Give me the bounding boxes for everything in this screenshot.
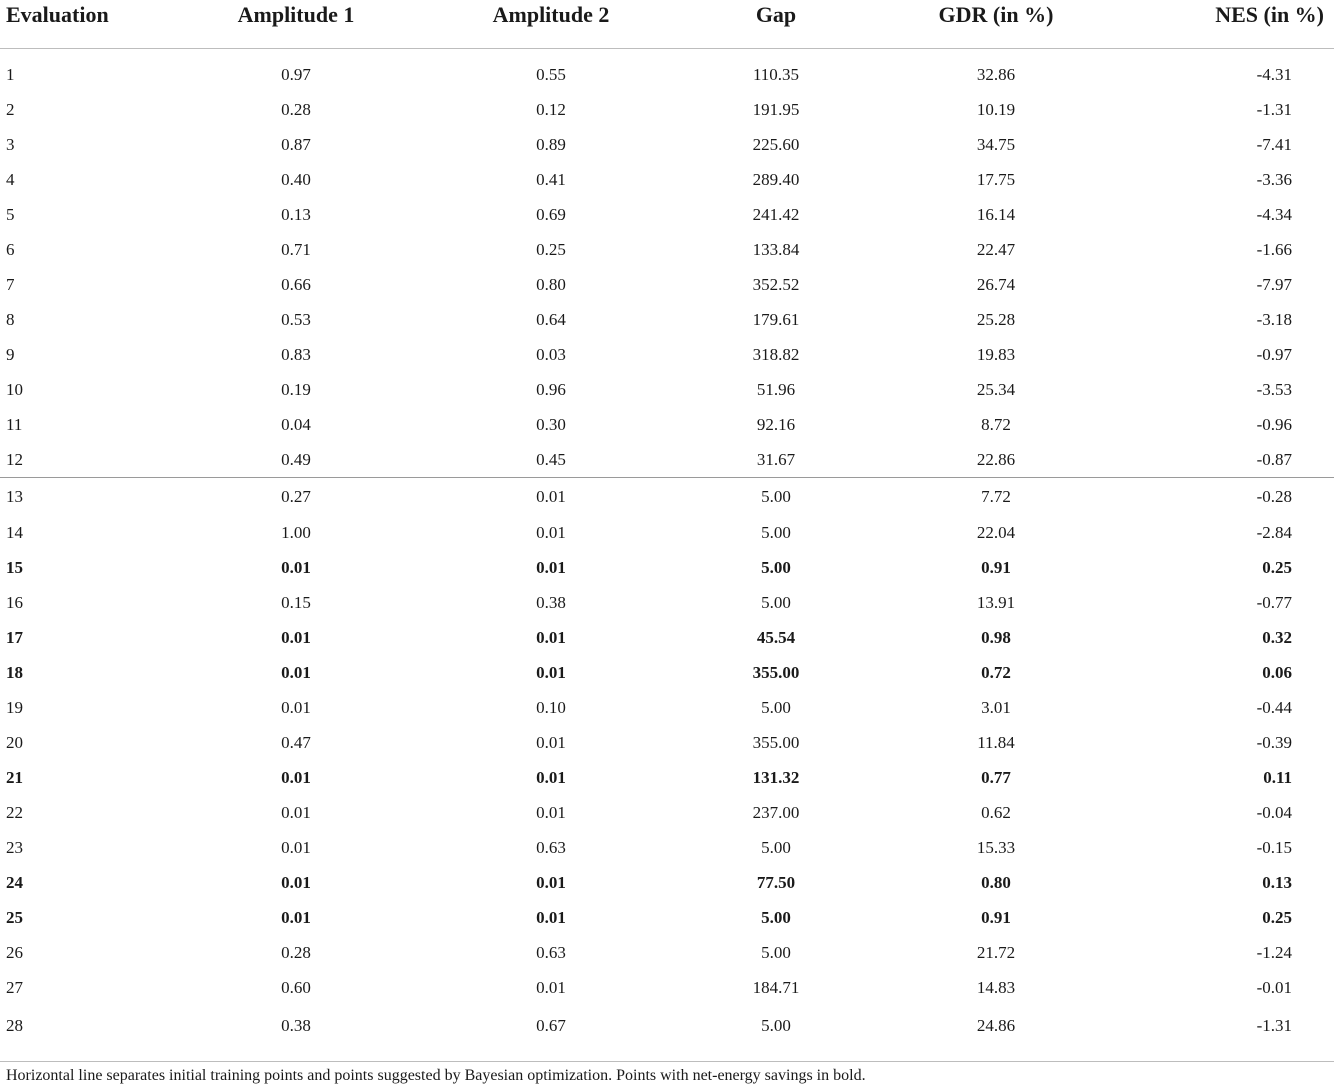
cell-evaluation: 13: [6, 487, 23, 506]
cell-evaluation: 7: [6, 275, 15, 294]
column-header-nes: NES (in %): [1215, 2, 1324, 27]
cell-evaluation: 25: [6, 908, 23, 927]
table-row: [0, 337, 1334, 372]
cell-nes: -0.87: [1116, 442, 1334, 478]
cell-amplitude-2: 0.25: [536, 240, 566, 259]
cell-nes: -0.04: [1256, 803, 1292, 822]
cell-gdr: 10.19: [976, 100, 1016, 119]
cell-evaluation: 19: [6, 698, 23, 717]
table-row: [0, 515, 1334, 550]
cell-amplitude-1: 0.66: [281, 275, 311, 294]
cell-gap: 179.61: [752, 310, 800, 329]
cell-nes: -7.41: [1256, 135, 1292, 154]
cell-gdr: 22.86: [876, 442, 1116, 478]
table-row: [0, 92, 1334, 127]
cell-evaluation: 9: [6, 345, 15, 364]
cell-amplitude-2: 0.63: [536, 838, 566, 857]
table-row: [0, 372, 1334, 407]
cell-gdr: 13.91: [976, 593, 1016, 612]
cell-evaluation: 21: [6, 768, 23, 787]
cell-evaluation: 23: [6, 838, 23, 857]
cell-evaluation: 27: [6, 978, 23, 997]
cell-evaluation: 28: [0, 1005, 166, 1062]
cell-amplitude-2: 0.96: [536, 380, 566, 399]
cell-amplitude-1: 0.27: [281, 487, 311, 506]
cell-nes: 0.13: [1262, 873, 1292, 892]
table-row: [0, 127, 1334, 162]
cell-evaluation: 18: [6, 663, 23, 682]
cell-amplitude-2: 0.45: [426, 442, 676, 478]
cell-amplitude-2: 0.30: [536, 415, 566, 434]
cell-evaluation: 16: [6, 593, 23, 612]
cell-gdr: 17.75: [976, 170, 1016, 189]
table-row: [0, 830, 1334, 865]
cell-amplitude-1: 1.00: [281, 523, 311, 542]
cell-gdr: 0.91: [981, 908, 1011, 927]
cell-gdr: 0.91: [981, 558, 1011, 577]
cell-nes: -4.34: [1256, 205, 1292, 224]
cell-gap: 5.00: [761, 523, 791, 542]
cell-gap: 355.00: [752, 663, 800, 682]
cell-amplitude-1: 0.01: [281, 558, 311, 577]
table-row: [0, 900, 1334, 935]
column-header-gdr: GDR (in %): [938, 2, 1054, 27]
cell-amplitude-2: 0.10: [536, 698, 566, 717]
cell-amplitude-1: 0.71: [281, 240, 311, 259]
cell-amplitude-2: 0.12: [536, 100, 566, 119]
cell-amplitude-1: 0.01: [281, 628, 311, 647]
table-row: [0, 865, 1334, 900]
table-row: [0, 232, 1334, 267]
cell-gdr: 0.77: [981, 768, 1011, 787]
cell-nes: -3.18: [1256, 310, 1292, 329]
cell-amplitude-2: 0.69: [536, 205, 566, 224]
cell-gap: 5.00: [761, 487, 791, 506]
cell-evaluation: 26: [6, 943, 23, 962]
cell-amplitude-2: 0.03: [536, 345, 566, 364]
cell-gdr: 25.34: [976, 380, 1016, 399]
cell-amplitude-1: 0.13: [281, 205, 311, 224]
cell-gap: 5.00: [761, 593, 791, 612]
table-row: [0, 690, 1334, 725]
table-row: [0, 49, 1334, 93]
cell-amplitude-2: 0.01: [536, 663, 566, 682]
cell-amplitude-2: 0.38: [536, 593, 566, 612]
table-row: [0, 302, 1334, 337]
cell-gdr: 0.98: [981, 628, 1011, 647]
cell-gap: 31.67: [676, 442, 876, 478]
cell-amplitude-1: 0.49: [166, 442, 426, 478]
cell-evaluation: 17: [6, 628, 23, 647]
table-row: [0, 935, 1334, 970]
cell-gdr: 34.75: [976, 135, 1016, 154]
cell-gap: 5.00: [761, 558, 791, 577]
cell-gap: 241.42: [752, 205, 800, 224]
cell-evaluation: 3: [6, 135, 15, 154]
cell-evaluation: 1: [6, 65, 15, 84]
cell-amplitude-1: 0.15: [281, 593, 311, 612]
cell-gdr: 0.72: [981, 663, 1011, 682]
cell-gap: 5.00: [761, 908, 791, 927]
cell-amplitude-1: 0.53: [281, 310, 311, 329]
cell-gap: 289.40: [752, 170, 800, 189]
cell-gap: 5.00: [761, 943, 791, 962]
cell-evaluation: 5: [6, 205, 15, 224]
table-header: [0, 0, 1334, 49]
cell-nes: -7.97: [1256, 275, 1292, 294]
cell-gap: 133.84: [752, 240, 800, 259]
cell-gap: 45.54: [756, 628, 796, 647]
cell-amplitude-1: 0.38: [166, 1005, 426, 1062]
cell-amplitude-1: 0.97: [281, 65, 311, 84]
cell-nes: -2.84: [1256, 523, 1292, 542]
table-row: [0, 267, 1334, 302]
table-row: [0, 620, 1334, 655]
cell-amplitude-1: 0.28: [281, 943, 311, 962]
cell-nes: -3.53: [1256, 380, 1292, 399]
cell-amplitude-2: 0.01: [536, 803, 566, 822]
cell-evaluation: 2: [6, 100, 15, 119]
cell-nes: 0.25: [1262, 558, 1292, 577]
cell-gdr: 25.28: [976, 310, 1016, 329]
column-header-amplitude-2: Amplitude 2: [492, 2, 610, 27]
cell-amplitude-2: 0.01: [536, 908, 566, 927]
cell-amplitude-2: 0.01: [536, 768, 566, 787]
cell-amplitude-1: 0.01: [281, 698, 311, 717]
cell-gdr: 0.80: [981, 873, 1011, 892]
cell-amplitude-1: 0.19: [281, 380, 311, 399]
cell-nes: -4.31: [1256, 65, 1292, 84]
cell-amplitude-1: 0.40: [281, 170, 311, 189]
cell-evaluation: 12: [0, 442, 166, 478]
table-row: [0, 1005, 1334, 1062]
cell-amplitude-1: 0.01: [281, 908, 311, 927]
cell-gap: 352.52: [752, 275, 800, 294]
cell-nes: 0.32: [1262, 628, 1292, 647]
cell-nes: -0.44: [1256, 698, 1292, 717]
cell-nes: -1.24: [1256, 943, 1292, 962]
cell-gap: 318.82: [752, 345, 800, 364]
table-row: [0, 442, 1334, 478]
cell-amplitude-2: 0.55: [536, 65, 566, 84]
cell-gap: 92.16: [756, 415, 796, 434]
cell-evaluation: 10: [6, 380, 23, 399]
table-row: [0, 655, 1334, 690]
cell-gdr: 11.84: [977, 733, 1015, 752]
cell-evaluation: 22: [6, 803, 23, 822]
cell-gdr: 8.72: [981, 415, 1011, 434]
cell-nes: -1.31: [1116, 1005, 1334, 1062]
cell-amplitude-2: 0.01: [536, 873, 566, 892]
cell-amplitude-1: 0.01: [281, 768, 311, 787]
cell-evaluation: 6: [6, 240, 15, 259]
cell-gap: 77.50: [756, 873, 796, 892]
cell-nes: -0.97: [1256, 345, 1292, 364]
column-header-gap: Gap: [755, 2, 797, 27]
cell-amplitude-2: 0.80: [536, 275, 566, 294]
table-row: [0, 162, 1334, 197]
cell-gdr: 22.04: [976, 523, 1016, 542]
cell-evaluation: 15: [6, 558, 23, 577]
cell-gdr: 32.86: [976, 65, 1016, 84]
cell-nes: -0.39: [1256, 733, 1292, 752]
cell-gap: 355.00: [752, 733, 800, 752]
cell-gdr: 24.86: [876, 1005, 1116, 1062]
cell-amplitude-1: 0.01: [281, 838, 311, 857]
cell-gap: 184.71: [752, 978, 800, 997]
cell-amplitude-1: 0.83: [281, 345, 311, 364]
table-footnote: Horizontal line separates initial training points and points suggested by Bayesian optimization. Points with net-energy savings in bold.: [6, 1067, 866, 1084]
table-row: [0, 585, 1334, 620]
cell-nes: -1.31: [1256, 100, 1292, 119]
cell-amplitude-1: 0.04: [281, 415, 311, 434]
cell-gap: 5.00: [676, 1005, 876, 1062]
cell-gap: 225.60: [752, 135, 800, 154]
cell-gdr: 19.83: [976, 345, 1016, 364]
cell-gap: 131.32: [752, 768, 800, 787]
cell-gdr: 26.74: [976, 275, 1016, 294]
cell-amplitude-2: 0.67: [426, 1005, 676, 1062]
cell-amplitude-2: 0.01: [536, 628, 566, 647]
cell-amplitude-2: 0.01: [536, 558, 566, 577]
cell-gdr: 21.72: [976, 943, 1016, 962]
cell-amplitude-2: 0.89: [536, 135, 566, 154]
cell-nes: -0.28: [1256, 487, 1292, 506]
column-header-amplitude-1: Amplitude 1: [237, 2, 355, 27]
cell-amplitude-1: 0.01: [281, 873, 311, 892]
cell-amplitude-2: 0.63: [536, 943, 566, 962]
cell-evaluation: 11: [6, 415, 23, 434]
cell-nes: 0.11: [1263, 768, 1292, 787]
cell-gdr: 22.47: [976, 240, 1016, 259]
cell-gdr: 14.83: [976, 978, 1016, 997]
cell-amplitude-2: 0.01: [536, 978, 566, 997]
cell-amplitude-1: 0.87: [281, 135, 311, 154]
cell-nes: -1.66: [1256, 240, 1292, 259]
cell-gap: 237.00: [752, 803, 800, 822]
table-body: [0, 49, 1334, 1062]
cell-evaluation: 20: [6, 733, 23, 752]
table-row: [0, 197, 1334, 232]
table-row: [0, 725, 1334, 760]
cell-nes: -0.15: [1256, 838, 1292, 857]
table-row: [0, 407, 1334, 442]
cell-nes: 0.06: [1262, 663, 1292, 682]
cell-amplitude-1: 0.47: [281, 733, 311, 752]
cell-amplitude-2: 0.01: [536, 487, 566, 506]
cell-amplitude-2: 0.01: [536, 733, 566, 752]
cell-nes: 0.25: [1262, 908, 1292, 927]
cell-gdr: 3.01: [981, 698, 1011, 717]
cell-gdr: 7.72: [981, 487, 1011, 506]
cell-gdr: 0.62: [981, 803, 1011, 822]
cell-gap: 5.00: [761, 838, 791, 857]
cell-amplitude-1: 0.01: [281, 663, 311, 682]
table-row: [0, 550, 1334, 585]
cell-gap: 51.96: [756, 380, 796, 399]
cell-amplitude-2: 0.41: [536, 170, 566, 189]
table-row: [0, 970, 1334, 1005]
cell-gap: 110.35: [752, 65, 800, 84]
cell-evaluation: 14: [6, 523, 23, 542]
cell-nes: -0.77: [1256, 593, 1292, 612]
table-row: [0, 795, 1334, 830]
cell-gdr: 16.14: [976, 205, 1016, 224]
cell-evaluation: 24: [6, 873, 23, 892]
table-row: [0, 760, 1334, 795]
cell-nes: -0.96: [1256, 415, 1292, 434]
cell-amplitude-2: 0.64: [536, 310, 566, 329]
cell-nes: -3.36: [1256, 170, 1292, 189]
header-row: [0, 0, 1334, 49]
cell-amplitude-1: 0.28: [281, 100, 311, 119]
cell-evaluation: 8: [6, 310, 15, 329]
cell-amplitude-1: 0.01: [281, 803, 311, 822]
cell-gdr: 15.33: [976, 838, 1016, 857]
cell-gap: 5.00: [761, 698, 791, 717]
cell-amplitude-1: 0.60: [281, 978, 311, 997]
cell-nes: -0.01: [1256, 978, 1292, 997]
cell-amplitude-2: 0.01: [536, 523, 566, 542]
column-header-evaluation: Evaluation: [6, 2, 109, 27]
table-row: [0, 478, 1334, 516]
cell-gap: 191.95: [752, 100, 800, 119]
cell-evaluation: 4: [6, 170, 15, 189]
